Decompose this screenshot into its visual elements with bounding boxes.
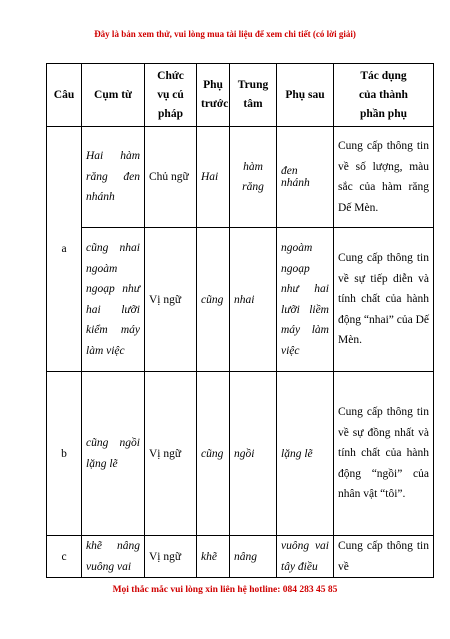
trung-tam-cell: nâng xyxy=(230,536,277,578)
header-cum-tu: Cụm từ xyxy=(82,64,145,127)
phu-sau-cell: vuông vai tây điều xyxy=(277,536,334,578)
trung-tam-cell: nhai xyxy=(230,228,277,372)
phu-truoc-cell: cũng xyxy=(197,228,230,372)
header-phu-sau: Phụ sau xyxy=(277,64,334,127)
tac-dung-cell: Cung cấp thông tin về số lượng, màu sắc của hàm răng Dế Mèn. xyxy=(334,127,434,228)
cau-cell: b xyxy=(47,372,82,536)
cum-tu-cell: cũng nhai ngoàm ngoạp như hai lưỡi kiểm máy làm việc xyxy=(82,228,145,372)
table-row xyxy=(47,127,434,228)
header-row xyxy=(47,64,434,127)
header-chuc-vu: Chức vụ cú pháp xyxy=(145,64,197,127)
table-row xyxy=(47,228,434,372)
cum-tu-cell: cũng ngồi lặng lẽ xyxy=(82,372,145,536)
chuc-vu-cell: Vị ngữ xyxy=(145,372,197,536)
chuc-vu-cell: Vị ngữ xyxy=(145,228,197,372)
phu-truoc-cell: Hai xyxy=(197,127,230,228)
phu-truoc-cell: khẽ xyxy=(197,536,230,578)
phu-sau-cell: đen nhánh xyxy=(277,127,334,228)
table-row xyxy=(47,372,434,536)
header-phu-truoc: Phụ trước xyxy=(197,64,230,127)
hotline-footer: Mọi thắc mắc vui lòng xin liên hệ hotline: 084 283 45 85 xyxy=(112,585,338,595)
cum-tu-cell: khẽ nâng vuông vai xyxy=(82,536,145,578)
chuc-vu-cell: Vị ngữ xyxy=(145,536,197,578)
trung-tam-cell: ngồi xyxy=(230,372,277,536)
cum-tu-cell: Hai hàm răng đen nhánh xyxy=(82,127,145,228)
phu-sau-cell: ngoàm ngoạp như hai lưỡi liềm máy làm việc xyxy=(277,228,334,372)
header-tac-dung: Tác dụng của thành phần phụ xyxy=(334,64,434,127)
chuc-vu-cell: Chủ ngữ xyxy=(145,127,197,228)
tac-dung-cell: Cung cấp thông tin về sự tiếp diễn và tính chất của hành động “nhai” của Dế Mèn. xyxy=(334,228,434,372)
phu-truoc-cell: cũng xyxy=(197,372,230,536)
table-row xyxy=(47,536,434,578)
tac-dung-cell: Cung cấp thông tin về xyxy=(334,536,434,578)
header-trung-tam: Trung tâm xyxy=(230,64,277,127)
phu-sau-cell: lặng lẽ xyxy=(277,372,334,536)
trung-tam-cell: hàm răng xyxy=(230,127,277,228)
tac-dung-cell: Cung cấp thông tin về sự đồng nhất và tính chất của hành động “ngồi” của nhân vật “tôi”. xyxy=(334,372,434,536)
cau-cell: a xyxy=(47,127,82,372)
cau-cell: c xyxy=(47,536,82,578)
header-cau: Câu xyxy=(47,64,82,127)
grammar-table xyxy=(46,63,434,578)
preview-banner: Đây là bản xem thử, vui lòng mua tài liệu để xem chi tiết (có lời giải) xyxy=(94,29,356,39)
